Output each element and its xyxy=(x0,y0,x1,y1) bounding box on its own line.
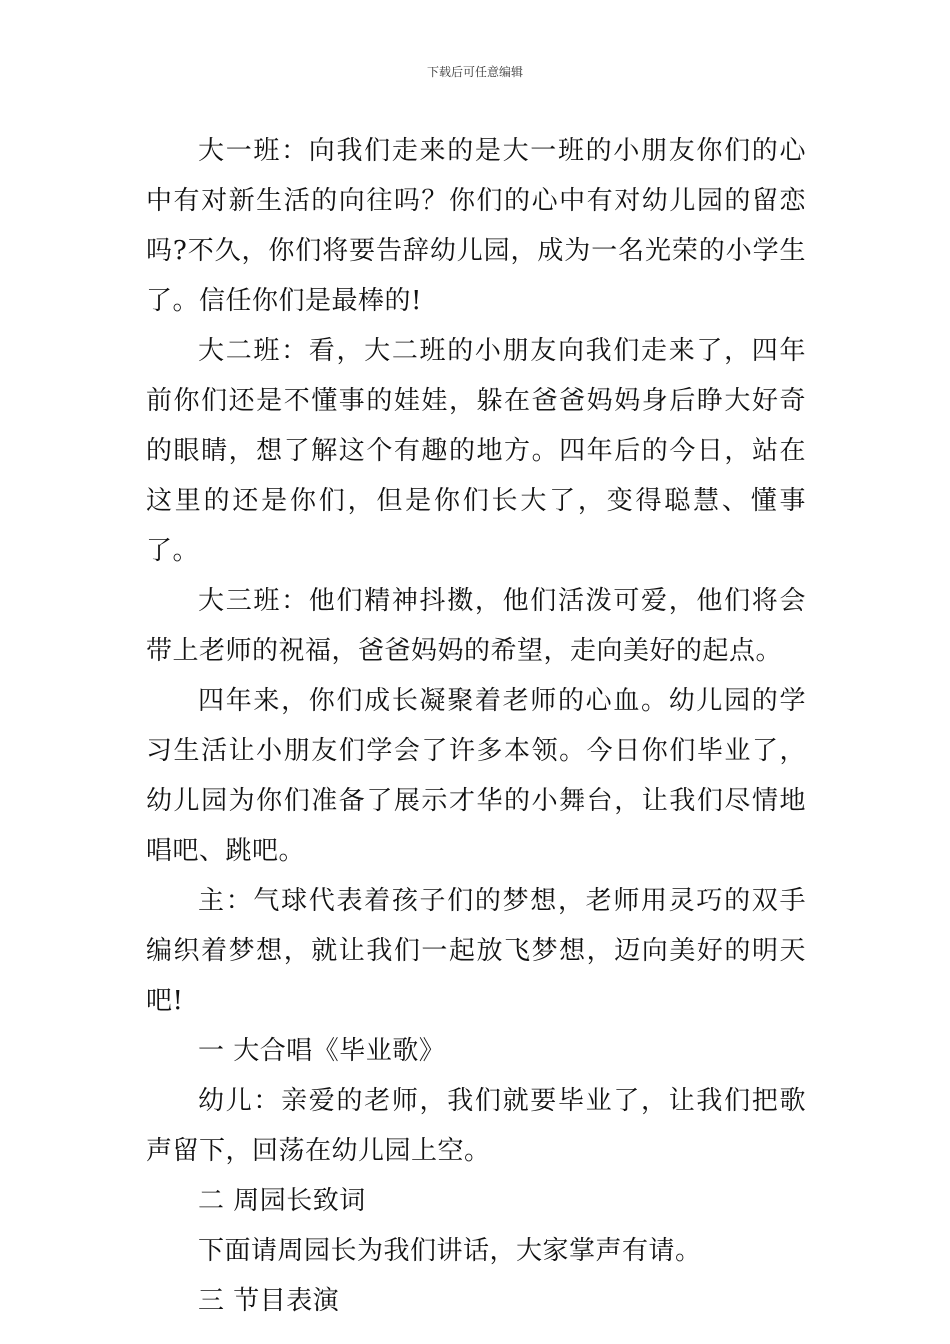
paragraph-principal-invite: 下面请周园长为我们讲话，大家掌声有请。 xyxy=(198,1236,702,1266)
section-heading-chorus: 一 大合唱《毕业歌》 xyxy=(198,1036,446,1066)
section-heading-performance: 三 节目表演 xyxy=(198,1286,340,1316)
paragraph-children: 幼儿：亲爱的老师，我们就要毕业了，让我们把歌声留下，回荡在幼儿园上空。 xyxy=(146,1086,806,1166)
page-header: 下载后可任意编辑 xyxy=(426,65,523,79)
section-heading-principal-speech: 二 周园长致词 xyxy=(198,1186,366,1216)
document-body xyxy=(146,126,806,1326)
paragraph-class-one: 大一班：向我们走来的是大一班的小朋友你们的心中有对新生活的向往吗？你们的心中有对幼儿园的留恋吗?不久，你们将要告辞幼儿园，成为一名光荣的小学生了。信任你们是最棒的! xyxy=(146,136,806,316)
paragraph-class-three: 大三班：他们精神抖擞，他们活泼可爱，他们将会带上老师的祝福，爸爸妈妈的希望，走向美好的起点。 xyxy=(146,586,806,666)
paragraph-class-two: 大二班：看，大二班的小朋友向我们走来了，四年前你们还是不懂事的娃娃，躲在爸爸妈妈身后睁大好奇的眼睛，想了解这个有趣的地方。四年后的今日，站在这里的还是你们，但是你们长大了，变得聪慧、懂事了。 xyxy=(146,336,806,566)
paragraph-four-years: 四年来，你们成长凝聚着老师的心血。幼儿园的学习生活让小朋友们学会了许多本领。今日你们毕业了，幼儿园为你们准备了展示才华的小舞台，让我们尽情地唱吧、跳吧。 xyxy=(146,686,806,866)
paragraph-host-balloons: 主：气球代表着孩子们的梦想，老师用灵巧的双手编织着梦想，就让我们一起放飞梦想，迈向美好的明天吧! xyxy=(146,886,806,1016)
